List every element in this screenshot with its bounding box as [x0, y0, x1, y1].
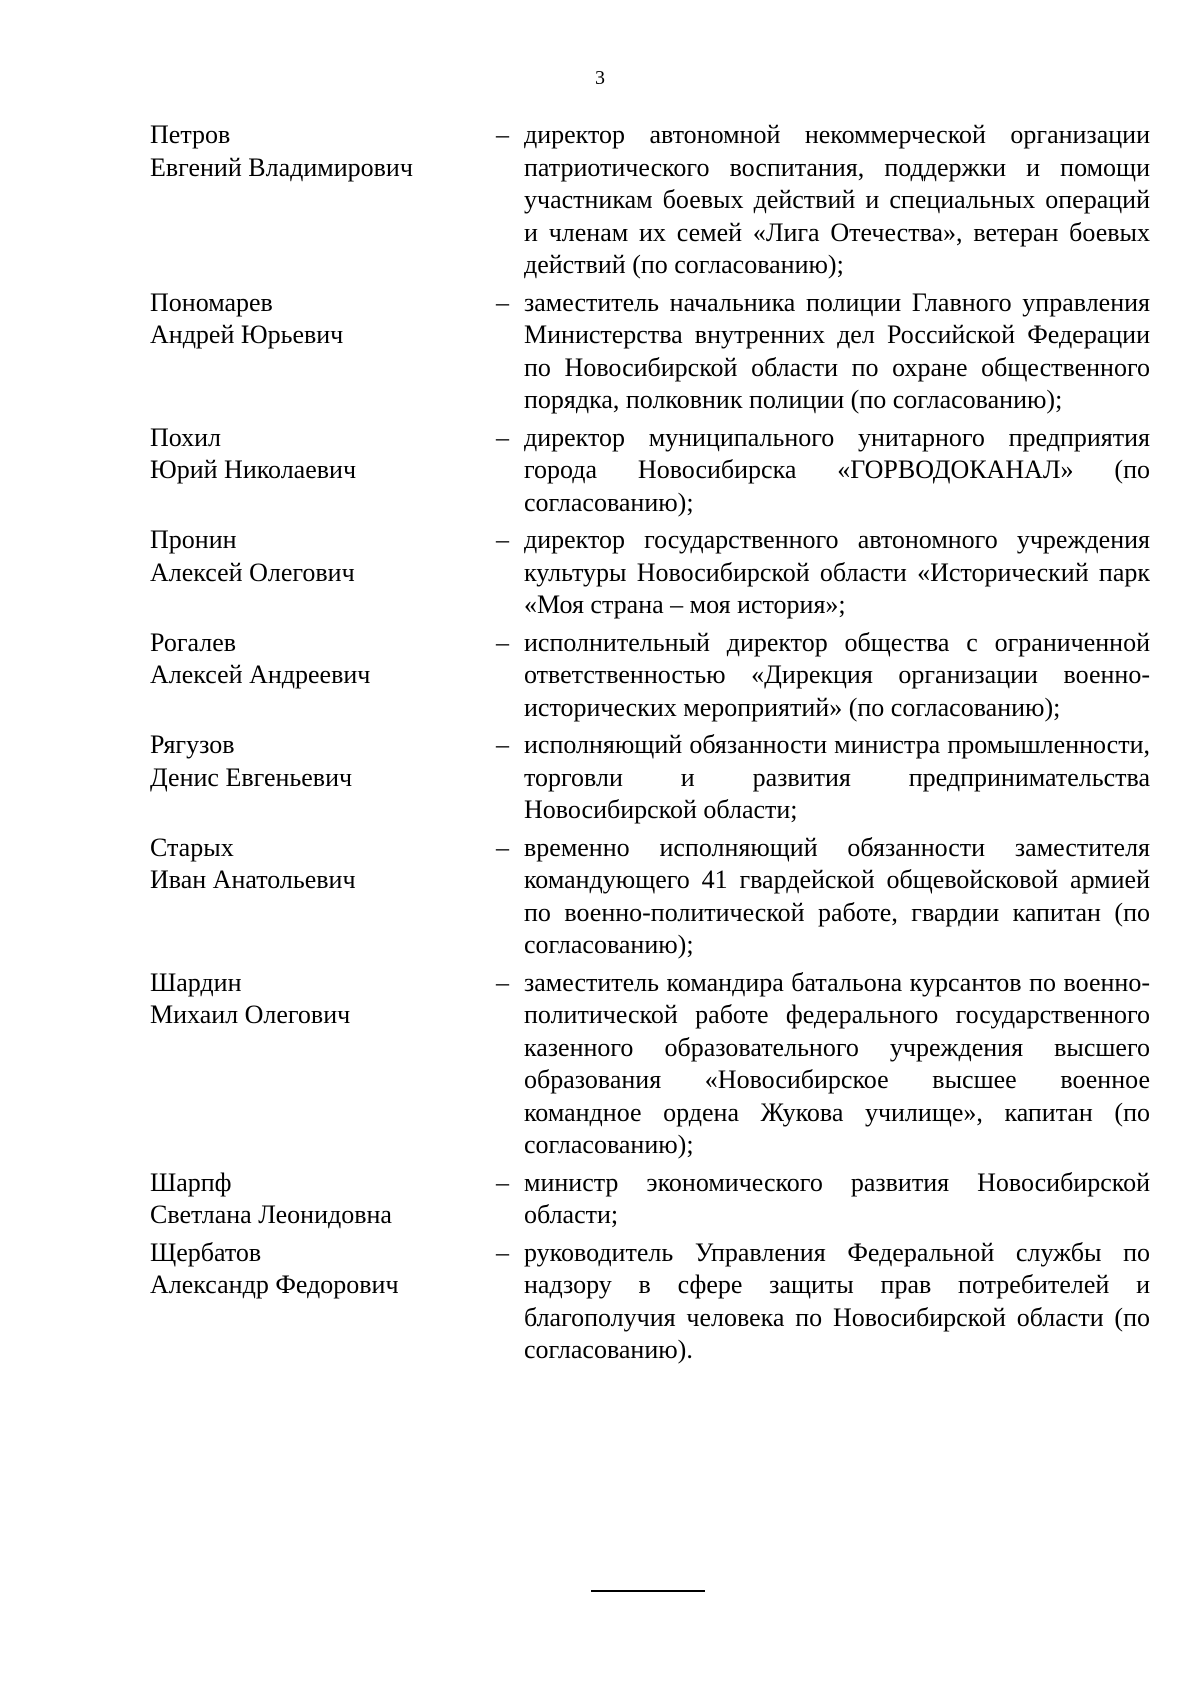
member-given-names: Евгений Владимирович	[150, 152, 413, 182]
member-entry	[150, 729, 1150, 827]
member-description: заместитель начальника полиции Главного управления Министерства внутренних дел Российской Федерации по Новосибирской области по охране общественного порядка, полковник полиции (по согласованию);	[524, 287, 1150, 414]
member-dash: –	[496, 627, 509, 657]
member-name	[150, 832, 480, 897]
member-surname: Похил	[150, 422, 222, 452]
member-given-names: Иван Анатольевич	[150, 865, 356, 894]
member-surname: Петров	[150, 120, 231, 149]
member-description: директор автономной некоммерческой организации патриотического воспитания, поддержки и помощи участникам боевых действий и специальных операций и членам их семей «Лига Отечества», ветеран боевых действий (по согласованию);	[524, 120, 1150, 279]
member-dash: –	[496, 730, 509, 759]
member-dash: –	[496, 1167, 509, 1197]
members-list	[150, 119, 1150, 1372]
member-given-names: Юрий Николаевич	[150, 455, 357, 484]
member-given-names: Алексей Андреевич	[150, 660, 371, 689]
member-entry	[150, 1237, 1150, 1367]
end-of-list-separator	[591, 1590, 705, 1592]
member-name	[150, 1167, 480, 1232]
page-number: 3	[595, 67, 605, 89]
member-dash: –	[496, 967, 509, 997]
member-dash: –	[496, 1237, 509, 1267]
member-description: директор муниципального унитарного предприятия города Новосибирска «ГОРВОДОКАНАЛ» (по согласованию);	[524, 422, 1150, 517]
member-name	[150, 524, 480, 589]
member-description: руководитель Управления Федеральной службы по надзору в сфере защиты прав потребителей и благополучия человека по Новосибирской области (по согласованию).	[524, 1237, 1150, 1364]
member-name	[150, 967, 480, 1032]
member-surname: Шарпф	[150, 1167, 232, 1197]
member-entry	[150, 967, 1150, 1162]
member-description: временно исполняющий обязанности заместителя командующего 41 гвардейской общевойсковой армией по военно-политической работе, гвардии капитан (по согласованию);	[524, 832, 1150, 959]
member-name	[150, 119, 480, 184]
member-given-names: Александр Федорович	[150, 1270, 399, 1299]
member-given-names: Светлана Леонидовна	[150, 1200, 392, 1229]
member-dash: –	[496, 120, 509, 149]
member-surname: Щербатов	[150, 1237, 262, 1267]
member-surname: Рогалев	[150, 627, 237, 657]
member-description: директор государственного автономного учреждения культуры Новосибирской области «Исторический парк «Моя страна – моя история»;	[524, 525, 1150, 619]
member-entry	[150, 524, 1150, 622]
member-dash: –	[496, 832, 509, 862]
member-dash: –	[496, 422, 509, 452]
member-surname: Шардин	[150, 967, 242, 997]
member-description: заместитель командира батальона курсантов по военно-политической работе федерального государственного казенного образовательного учреждения высшего образования «Новосибирское высшее военное командное ордена Жукова училище», капитан (по согласованию);	[524, 967, 1150, 1159]
member-entry	[150, 627, 1150, 725]
member-name	[150, 627, 480, 692]
member-surname: Старых	[150, 832, 234, 862]
member-description: министр экономического развития Новосибирской области;	[524, 1167, 1150, 1229]
member-entry	[150, 287, 1150, 417]
member-entry	[150, 832, 1150, 962]
member-name	[150, 1237, 480, 1302]
member-entry	[150, 119, 1150, 282]
member-name	[150, 729, 480, 794]
member-description: исполняющий обязанности министра промышленности, торговли и развития предпринимательства Новосибирской области;	[524, 730, 1150, 824]
member-name	[150, 287, 480, 352]
member-entry	[150, 422, 1150, 520]
member-dash: –	[496, 525, 509, 554]
member-given-names: Денис Евгеньевич	[150, 762, 353, 792]
member-entry	[150, 1167, 1150, 1232]
member-surname: Пономарев	[150, 287, 273, 317]
member-dash: –	[496, 287, 509, 317]
member-given-names: Андрей Юрьевич	[150, 320, 344, 349]
member-surname: Пронин	[150, 525, 237, 554]
member-given-names: Алексей Олегович	[150, 557, 355, 587]
member-name	[150, 422, 480, 487]
member-surname: Рягузов	[150, 730, 235, 759]
member-given-names: Михаил Олегович	[150, 1000, 351, 1029]
member-description: исполнительный директор общества с ограниченной ответственностью «Дирекция организации военно-исторических мероприятий» (по согласованию);	[524, 627, 1150, 722]
